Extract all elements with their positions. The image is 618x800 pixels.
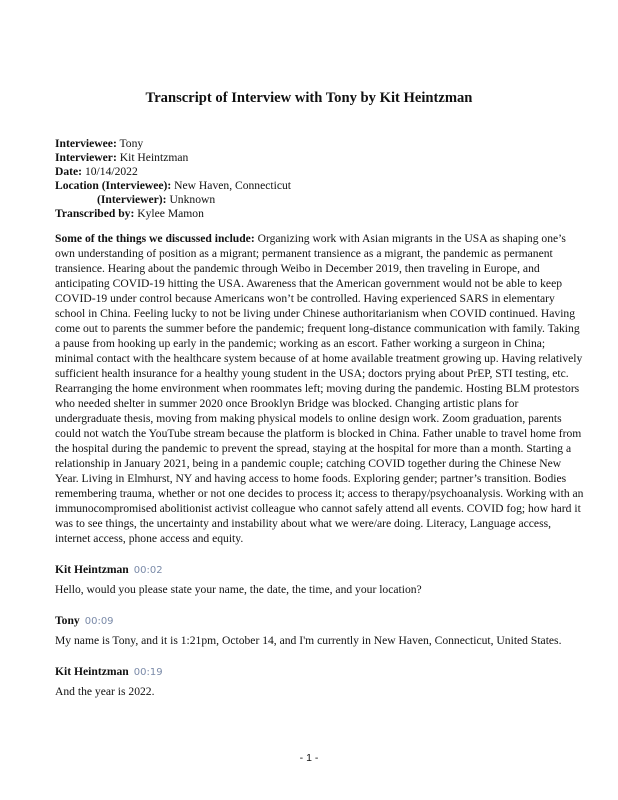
timestamp: 00:09 <box>84 616 114 627</box>
meta-label: Interviewee: <box>55 137 117 150</box>
meta-label: Date: <box>55 165 83 178</box>
meta-date <box>55 165 291 179</box>
timestamp: 00:02 <box>133 565 163 576</box>
utterance: Hello, would you please state your name, the date, the time, and your location? <box>55 583 422 596</box>
speaker-line <box>55 664 585 680</box>
interview-metadata <box>55 137 291 221</box>
meta-label: Interviewer: <box>55 151 117 164</box>
meta-location-interviewer <box>55 193 291 207</box>
speaker-name: Kit Heintzman <box>55 563 129 576</box>
speaker-name: Kit Heintzman <box>55 665 129 678</box>
speaker-line <box>55 562 585 578</box>
meta-value: 10/14/2022 <box>84 165 138 178</box>
meta-value: Tony <box>119 137 144 150</box>
transcript-turns <box>55 562 585 715</box>
summary-text: Organizing work with Asian migrants in the USA as shaping one’s own understanding of position as a migrant; permanent transience as a migrant, the pandemic as permanent transience. Hearing about the pandemic through Weibo in December 2019, then traveling in Europe, and anticipating COVID-19 hitting the USA. Awareness that the American government would not be able to keep COVID-19 under control because Americans won’t be controlled. Having experienced SARS in elementary school in China. Feeling lucky to not be living under Chinese authoritarianism when COVID continued. Having come out to parents the summer before the pandemic; frequent long-distance communication with family. Taking a pause from hooking up early in the pandemic; working as an escort. Father working a surgeon in China; minimal contact with the healthcare system because of at home available treatment growing up. Having relatively sufficient health insurance for a healthy young student in the USA; doctors prying about PrEP, STI testing, etc. Rearranging the home environment when roommates left; moving during the pandemic. Hosting BLM protestors who needed shelter in summer 2020 once Brooklyn Bridge was blocked. Changing artistic plans for undergraduate thesis, moving from making physical models to online design work. Zoom graduation, parents could not watch the YouTube stream because the platform is blocked in China. Father unable to travel home from the hospital during the pandemic to prevent the spread, staying at the hospital for more than a month. Starting a relationship in January 2021, being in a pandemic couple; catching COVID together during the Chinese New Year. Living in Elmhurst, NY and having access to home foods. Exploring gender; partner’s transition. Bodies remembering trauma, whether or not one decides to process it; access to therapy/psychoanalysis. Working with an immunocompromised abolitionist activist colleague who cannot safely attend all events. COVID fog; how hard it was to see things, the uncertainty and instability about what we were/are doing. Literacy, Language access, internet access, phone access and equity. <box>55 232 584 545</box>
transcript-turn <box>55 613 585 649</box>
meta-label: (Interviewer): <box>97 193 167 206</box>
meta-location-interviewee <box>55 179 291 193</box>
transcript-turn <box>55 562 585 598</box>
utterance: My name is Tony, and it is 1:21pm, October 14, and I'm currently in New Haven, Connecticut, United States. <box>55 634 562 647</box>
meta-label: Location (Interviewee): <box>55 179 172 192</box>
speaker-name: Tony <box>55 614 80 627</box>
page-number: - 1 - <box>299 752 319 764</box>
timestamp: 00:19 <box>133 667 163 678</box>
meta-value: New Haven, Connecticut <box>174 179 292 192</box>
utterance: And the year is 2022. <box>55 685 155 698</box>
meta-interviewee <box>55 137 291 151</box>
discussion-summary <box>55 231 585 546</box>
speaker-line <box>55 613 585 629</box>
meta-interviewer <box>55 151 291 165</box>
summary-label: Some of the things we discussed include: <box>55 232 255 245</box>
meta-value: Unknown <box>169 193 216 206</box>
document-title: Transcript of Interview with Tony by Kit Heintzman <box>145 90 473 106</box>
meta-label: Transcribed by: <box>55 207 135 220</box>
meta-value: Kylee Mamon <box>137 207 204 220</box>
meta-value: Kit Heintzman <box>119 151 189 164</box>
transcript-turn <box>55 664 585 700</box>
meta-transcribed-by <box>55 207 291 221</box>
